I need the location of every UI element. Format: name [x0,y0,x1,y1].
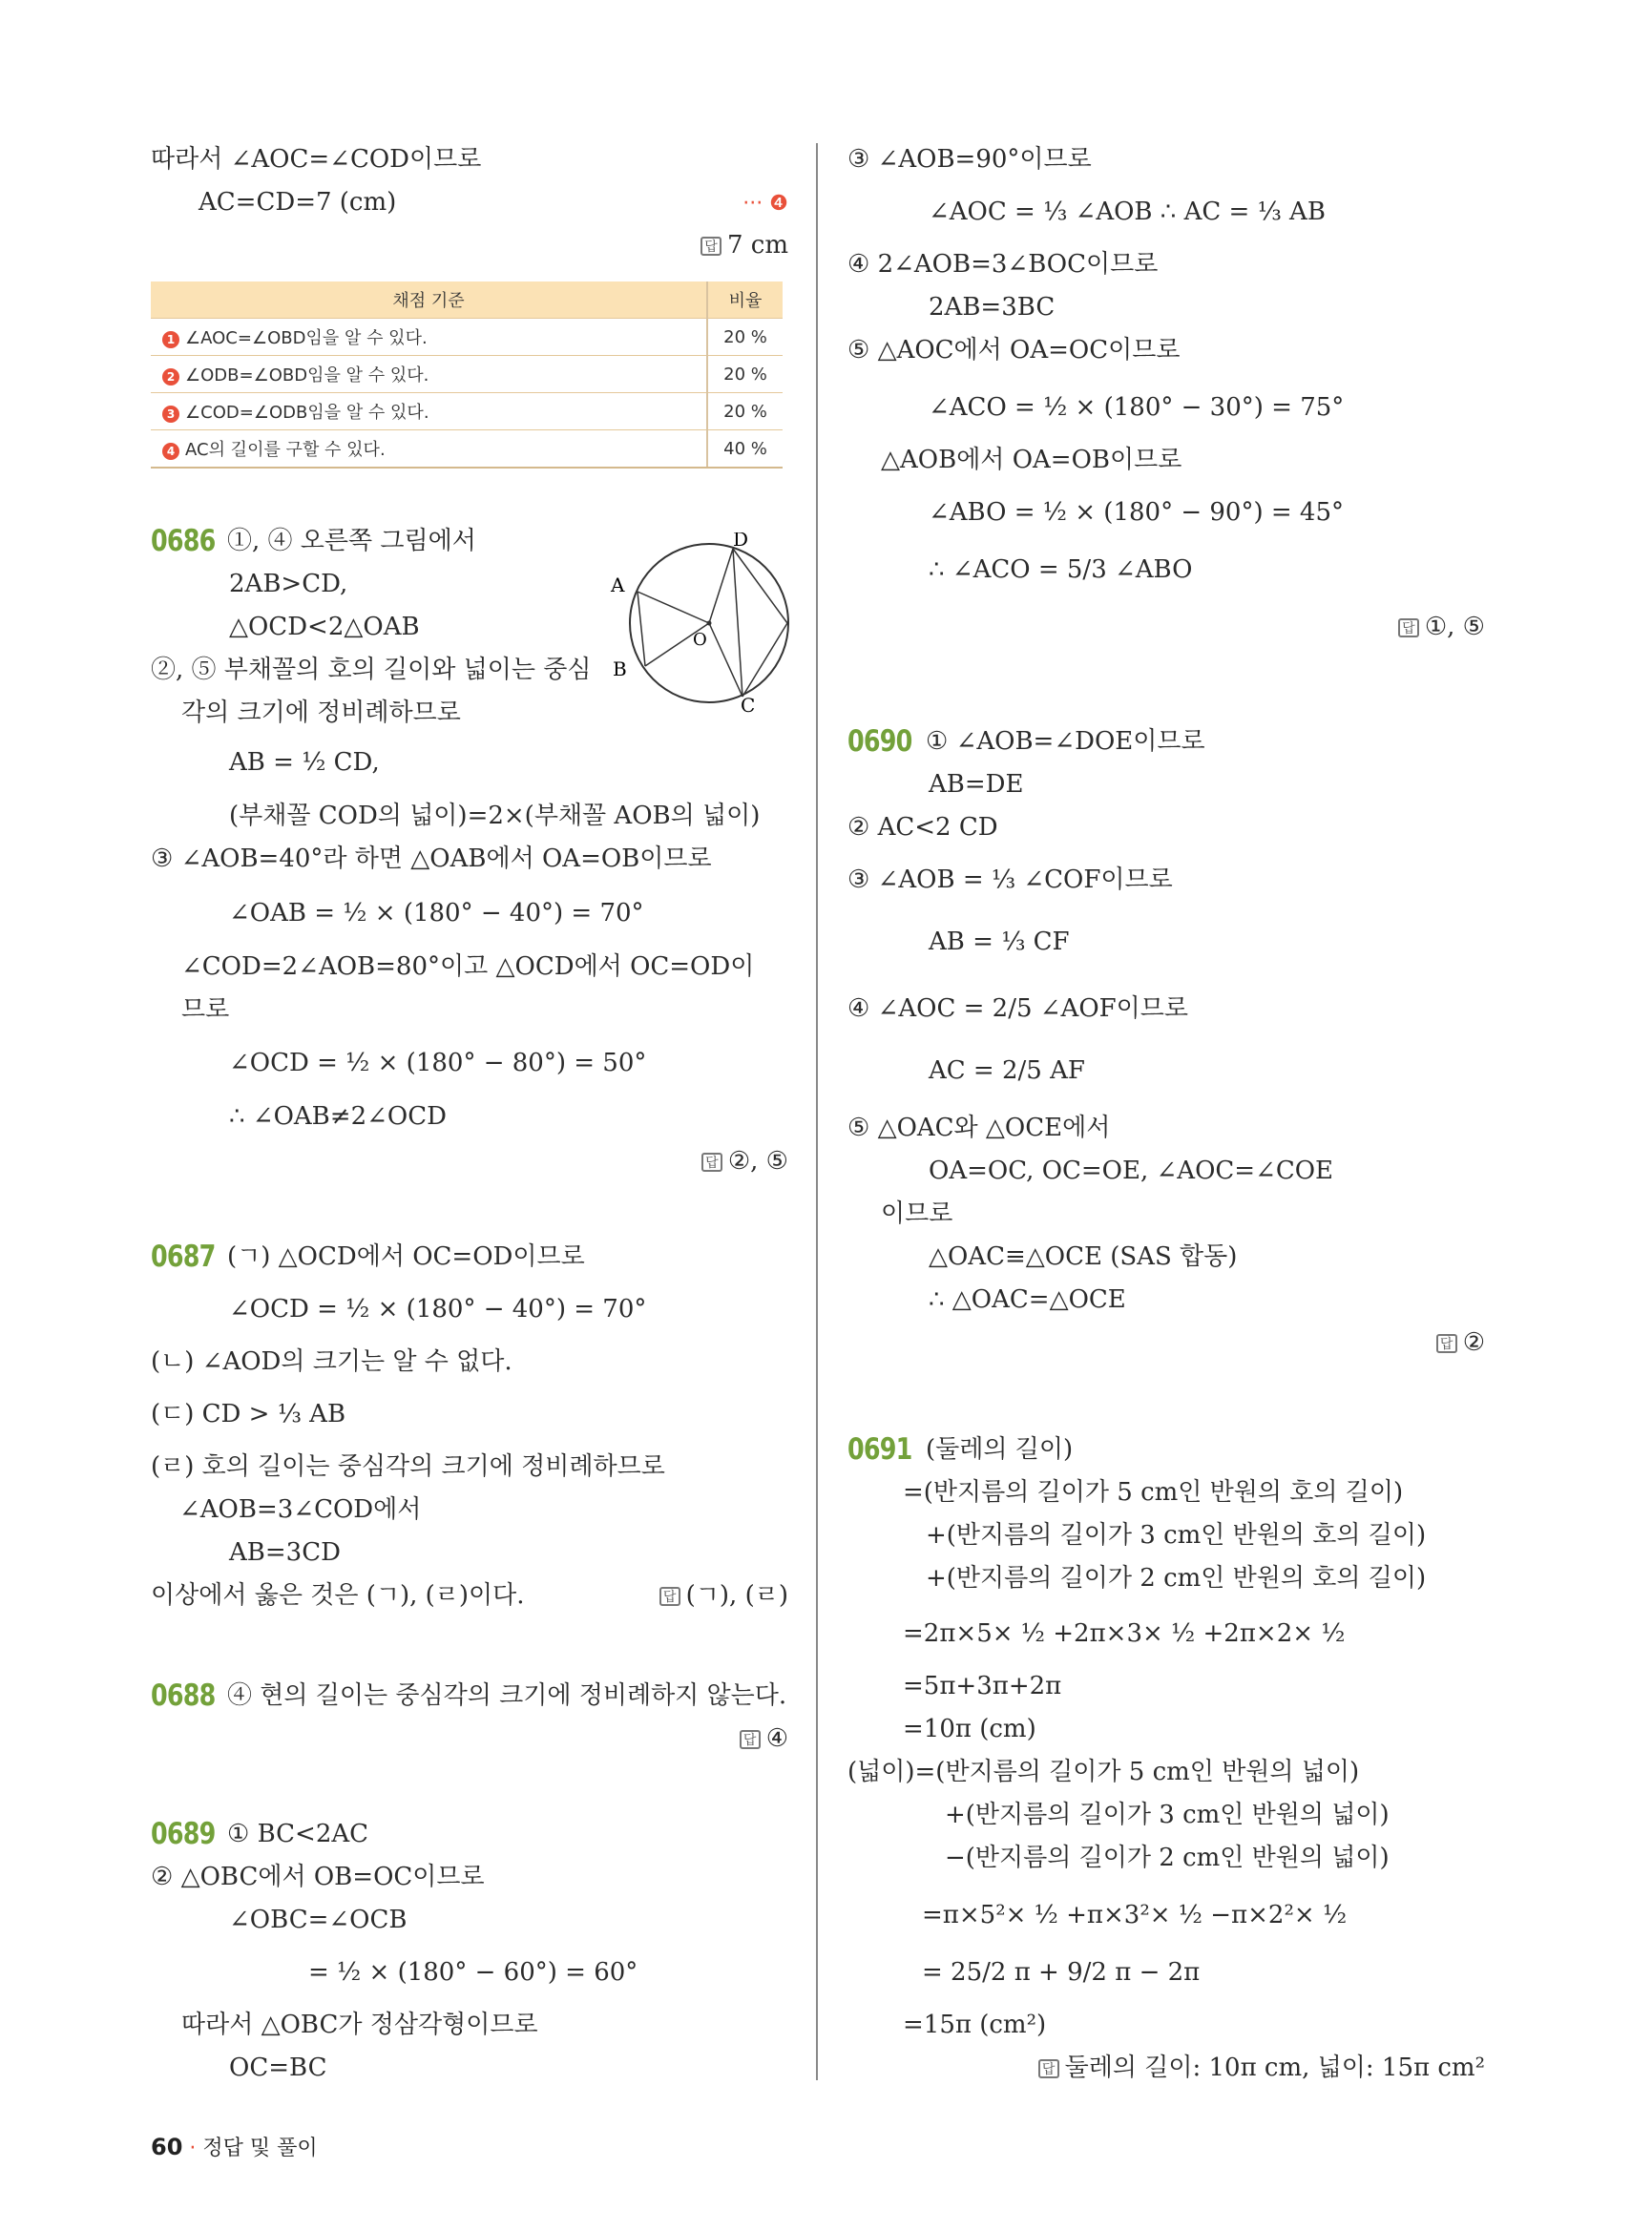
solution-line: ④ ∠AOC = 2/5 ∠AOF이므로 [847,994,1189,1023]
answer-0685: 답 7 cm [701,229,788,261]
solution-line: ∠AOC = ⅓ ∠AOB ∴ AC = ⅓ AB [929,198,1326,226]
solution-line: ∠ACO = ½ × (180° − 30°) = 75° [929,393,1345,422]
answer-0691: 답 둘레의 길이: 10π cm, 넓이: 15π cm² [1038,2052,1485,2084]
solution-line: 이므로 [881,1199,953,1228]
question-number-0688: 0688 [151,1678,216,1713]
solution-line: ① ∠AOB=∠DOE이므로 [926,727,1205,756]
figure-label-o: O [693,630,707,650]
figure-label-b: B [613,657,627,680]
solution-line: AC = 2/5 AF [929,1056,1085,1085]
solution-line: =2π×5× ½ +2π×3× ½ +2π×2× ½ [903,1619,1346,1648]
question-number-0686: 0686 [151,524,216,558]
solution-line: OC=BC [229,2054,327,2082]
solution-line: ⑤ △AOC에서 OA=OC이므로 [847,336,1181,365]
solution-line: AB=3CD [229,1538,341,1567]
table-header: 채점 기준 [151,281,707,319]
answer-icon: 답 [740,1730,761,1749]
solution-line: 이상에서 옳은 것은 (ㄱ), (ㄹ)이다. [151,1581,525,1610]
solution-line: 2AB=3BC [929,293,1056,322]
solution-line: (ㄱ) △OCD에서 OC=OD이므로 [227,1242,585,1271]
solution-line: AB = ½ CD, [229,748,380,777]
figure-label-d: D [733,532,749,551]
solution-line: ∠OCD = ½ × (180° − 40°) = 70° [229,1295,647,1324]
table-header: 비율 [707,281,783,319]
figure-label-c: C [741,694,756,714]
solution-line: ②, ⑤ 부채꼴의 호의 길이와 넓이는 중심 [151,656,592,684]
answer-0687: 답 (ㄱ), (ㄹ) [659,1579,788,1612]
circle-figure [609,532,800,714]
solution-line: ② △OBC에서 OB=OC이므로 [151,1863,485,1891]
solution-line: ∴ ∠ACO = 5/3 ∠ABO [929,555,1193,584]
solution-line: ⑤ △OAC와 △OCE에서 [847,1114,1111,1142]
solution-line: △AOB에서 OA=OB이므로 [881,446,1182,474]
answer-icon: 답 [1436,1334,1457,1353]
solution-line: 따라서 △OBC가 정삼각형이므로 [181,2011,538,2039]
question-number-0691: 0691 [847,1432,912,1467]
question-number-0687: 0687 [151,1240,216,1274]
solution-line: ∠ABO = ½ × (180° − 90°) = 45° [929,498,1345,527]
solution-line: ③ ∠AOB=40°라 하면 △OAB에서 OA=OB이므로 [151,844,712,873]
answer-icon: 답 [701,1153,722,1172]
intro-line: 따라서 ∠AOC=∠COD이므로 [151,145,482,174]
solution-line: −(반지름의 길이가 2 cm인 반원의 넓이) [945,1844,1390,1872]
figure-label-a: A [611,573,625,596]
solution-line: ④ 2∠AOB=3∠BOC이므로 [847,250,1159,279]
solution-line: (넓이)=(반지름의 길이가 5 cm인 반원의 넓이) [847,1758,1360,1786]
answer-icon: 답 [659,1587,680,1606]
solution-line: = ½ × (180° − 60°) = 60° [308,1958,638,1987]
solution-line: ∠OBC=∠OCB [229,1906,408,1934]
solution-line: ∴ ∠OAB≠2∠OCD [229,1102,447,1131]
solution-line: (ㄹ) 호의 길이는 중심각의 크기에 정비례하므로 [151,1452,665,1481]
scoring-table [151,281,783,469]
solution-line: ② AC<2 CD [847,813,998,842]
solution-line: 각의 크기에 정비례하므로 [181,698,461,727]
solution-line: 2AB>CD, [229,570,348,598]
step-marker: ··· ❹ [742,192,788,216]
solution-line: △OAC≡△OCE (SAS 합동) [929,1242,1238,1271]
answer-0689: 답 ①, ⑤ [1398,611,1485,643]
solution-line: ①, ④ 오른쪽 그림에서 [227,527,476,555]
solution-line: OA=OC, OC=OE, ∠AOC=∠COE [929,1157,1334,1185]
solution-line: =10π (cm) [903,1715,1036,1743]
solution-line: =(반지름의 길이가 5 cm인 반원의 호의 길이) [903,1478,1404,1507]
solution-line: ∠OAB = ½ × (180° − 40°) = 70° [229,899,644,928]
solution-line: ∠OCD = ½ × (180° − 80°) = 50° [229,1049,647,1077]
solution-line: AB = ⅓ CF [929,928,1070,956]
solution-line: AB=DE [929,770,1024,799]
page-number: 60 [151,2134,183,2160]
table-row: 4 AC의 길이를 구할 수 있다. 40 % [151,430,783,469]
solution-line: =15π (cm²) [903,2011,1047,2039]
question-number-0690: 0690 [847,724,912,759]
answer-0690: 답 ② [1436,1326,1485,1359]
intro-line: AC=CD=7 (cm) [199,188,397,217]
answer-icon: 답 [701,237,721,256]
footer-label: 정답 및 풀이 [202,2137,318,2160]
page-footer: 60 · 정답 및 풀이 [151,2134,318,2160]
solution-line: ③ ∠AOB=90°이므로 [847,145,1092,174]
solution-line: 므로 [181,995,230,1024]
table-row: 3 ∠COD=∠ODB임을 알 수 있다. 20 % [151,393,783,430]
solution-line: =π×5²× ½ +π×3²× ½ −π×2²× ½ [922,1901,1348,1929]
answer-icon: 답 [1398,618,1419,637]
question-number-0689: 0689 [151,1817,216,1851]
solution-line: =5π+3π+2π [903,1672,1062,1700]
solution-line: = 25/2 π + 9/2 π − 2π [922,1958,1201,1987]
solution-line: +(반지름의 길이가 3 cm인 반원의 넓이) [945,1801,1390,1829]
column-divider [816,143,818,2080]
solution-line: ③ ∠AOB = ⅓ ∠COF이므로 [847,865,1173,894]
answer-icon: 답 [1038,2059,1059,2078]
answer-0688: 답 ④ [740,1722,788,1755]
answer-0686: 답 ②, ⑤ [701,1145,788,1178]
solution-line: +(반지름의 길이가 3 cm인 반원의 호의 길이) [926,1521,1427,1550]
solution-line: ∠COD=2∠AOB=80°이고 △OCD에서 OC=OD이 [181,952,755,981]
table-row: 1 ∠AOC=∠OBD임을 알 수 있다. 20 % [151,319,783,356]
solution-line: +(반지름의 길이가 2 cm인 반원의 호의 길이) [926,1564,1427,1593]
solution-line: ④ 현의 길이는 중심각의 크기에 정비례하지 않는다. [227,1681,787,1710]
solution-line: (둘레의 길이) [926,1435,1074,1464]
solution-line: (부채꼴 COD의 넓이)=2×(부채꼴 AOB의 넓이) [229,802,761,830]
solution-line: (ㄴ) ∠AOD의 크기는 알 수 없다. [151,1347,512,1376]
solution-line: △OCD<2△OAB [229,613,420,641]
table-row: 2 ∠ODB=∠OBD임을 알 수 있다. 20 % [151,356,783,393]
solution-line: (ㄷ) CD > ⅓ AB [151,1400,346,1428]
solution-line: ∴ △OAC=△OCE [929,1285,1126,1314]
solution-line: ∠AOB=3∠COD에서 [179,1495,422,1524]
solution-line: ① BC<2AC [227,1820,369,1848]
